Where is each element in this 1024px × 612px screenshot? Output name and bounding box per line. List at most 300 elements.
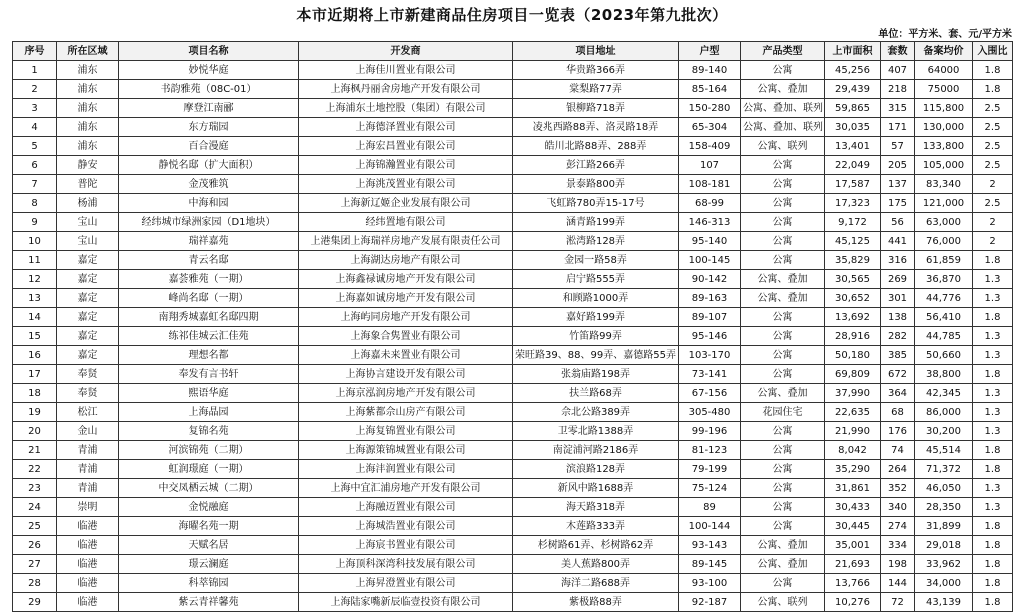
table-row <box>13 403 1013 422</box>
cell-address: 景泰路800弄 <box>513 175 679 194</box>
cell-ratio: 1.8 <box>973 251 1013 270</box>
cell-units: 144 <box>881 574 915 593</box>
cell-product-type: 公寓 <box>741 327 825 346</box>
cell-ratio: 1.3 <box>973 479 1013 498</box>
cell-area: 35,001 <box>825 536 881 555</box>
cell-avg-price: 45,514 <box>915 441 973 460</box>
cell-unit-type: 89-163 <box>679 289 741 308</box>
cell-seq: 11 <box>13 251 57 270</box>
cell-ratio: 2.5 <box>973 99 1013 118</box>
cell-developer: 上海陆家嘴新辰临壹投资有限公司 <box>299 593 513 612</box>
cell-area: 59,865 <box>825 99 881 118</box>
cell-ratio: 2.5 <box>973 194 1013 213</box>
cell-seq: 10 <box>13 232 57 251</box>
cell-ratio: 1.3 <box>973 498 1013 517</box>
cell-project-name: 百合漫庭 <box>119 137 299 156</box>
cell-area: 17,323 <box>825 194 881 213</box>
cell-unit-type: 146-313 <box>679 213 741 232</box>
cell-address: 紫极路88弄 <box>513 593 679 612</box>
cell-developer: 上海顶科深湾科技发展有限公司 <box>299 555 513 574</box>
cell-seq: 14 <box>13 308 57 327</box>
cell-unit-type: 95-140 <box>679 232 741 251</box>
cell-district: 金山 <box>57 422 119 441</box>
cell-product-type: 公寓 <box>741 194 825 213</box>
cell-ratio: 1.8 <box>973 308 1013 327</box>
cell-avg-price: 86,000 <box>915 403 973 422</box>
cell-avg-price: 76,000 <box>915 232 973 251</box>
cell-unit-type: 89-140 <box>679 61 741 80</box>
cell-seq: 5 <box>13 137 57 156</box>
cell-address: 凌兆西路88弄、洛灵路18弄 <box>513 118 679 137</box>
cell-project-name: 科萃锦园 <box>119 574 299 593</box>
cell-product-type: 公寓 <box>741 574 825 593</box>
cell-units: 137 <box>881 175 915 194</box>
cell-avg-price: 29,018 <box>915 536 973 555</box>
cell-units: 441 <box>881 232 915 251</box>
cell-avg-price: 38,800 <box>915 365 973 384</box>
table-row <box>13 80 1013 99</box>
cell-avg-price: 50,660 <box>915 346 973 365</box>
cell-project-name: 中交凤栖云城（二期） <box>119 479 299 498</box>
cell-units: 74 <box>881 441 915 460</box>
cell-seq: 12 <box>13 270 57 289</box>
cell-units: 274 <box>881 517 915 536</box>
cell-district: 嘉定 <box>57 308 119 327</box>
cell-district: 松江 <box>57 403 119 422</box>
cell-unit-type: 85-164 <box>679 80 741 99</box>
cell-units: 385 <box>881 346 915 365</box>
cell-project-name: 峰尚名邸（一期） <box>119 289 299 308</box>
cell-product-type: 公寓 <box>741 308 825 327</box>
table-row <box>13 593 1013 612</box>
table-row <box>13 175 1013 194</box>
cell-avg-price: 130,000 <box>915 118 973 137</box>
cell-area: 35,290 <box>825 460 881 479</box>
cell-avg-price: 64000 <box>915 61 973 80</box>
cell-project-name: 奉发有言书轩 <box>119 365 299 384</box>
table-row <box>13 213 1013 232</box>
cell-developer: 上海浦东土地控股（集团）有限公司 <box>299 99 513 118</box>
cell-developer: 上海城浩置业有限公司 <box>299 517 513 536</box>
cell-seq: 9 <box>13 213 57 232</box>
cell-avg-price: 33,962 <box>915 555 973 574</box>
cell-seq: 21 <box>13 441 57 460</box>
table-row <box>13 194 1013 213</box>
cell-unit-type: 100-145 <box>679 251 741 270</box>
cell-ratio: 2.5 <box>973 137 1013 156</box>
cell-unit-type: 67-156 <box>679 384 741 403</box>
cell-project-name: 中海和园 <box>119 194 299 213</box>
cell-area: 37,990 <box>825 384 881 403</box>
cell-developer: 上海佳川置业有限公司 <box>299 61 513 80</box>
cell-address: 皓川北路88弄、288弄 <box>513 137 679 156</box>
cell-seq: 26 <box>13 536 57 555</box>
cell-developer: 上港集团上海瑞祥房地产发展有限责任公司 <box>299 232 513 251</box>
cell-units: 68 <box>881 403 915 422</box>
cell-avg-price: 63,000 <box>915 213 973 232</box>
cell-units: 175 <box>881 194 915 213</box>
cell-units: 57 <box>881 137 915 156</box>
cell-ratio: 1.8 <box>973 61 1013 80</box>
cell-district: 崇明 <box>57 498 119 517</box>
cell-units: 56 <box>881 213 915 232</box>
cell-area: 30,652 <box>825 289 881 308</box>
cell-avg-price: 34,000 <box>915 574 973 593</box>
cell-ratio: 1.3 <box>973 289 1013 308</box>
cell-address: 滨浪路128弄 <box>513 460 679 479</box>
cell-units: 264 <box>881 460 915 479</box>
cell-seq: 28 <box>13 574 57 593</box>
cell-unit-type: 107 <box>679 156 741 175</box>
table-row <box>13 422 1013 441</box>
cell-unit-type: 150-280 <box>679 99 741 118</box>
cell-address: 棠梨路77弄 <box>513 80 679 99</box>
cell-area: 8,042 <box>825 441 881 460</box>
cell-ratio: 1.8 <box>973 593 1013 612</box>
cell-units: 282 <box>881 327 915 346</box>
cell-seq: 25 <box>13 517 57 536</box>
cell-area: 29,439 <box>825 80 881 99</box>
cell-developer: 上海嘉如诚房地产开发有限公司 <box>299 289 513 308</box>
cell-product-type: 公寓、叠加、联列 <box>741 118 825 137</box>
cell-avg-price: 30,200 <box>915 422 973 441</box>
cell-area: 45,125 <box>825 232 881 251</box>
cell-area: 21,990 <box>825 422 881 441</box>
cell-address: 佘北公路389弄 <box>513 403 679 422</box>
table-row <box>13 118 1013 137</box>
cell-district: 奉贤 <box>57 384 119 403</box>
cell-seq: 6 <box>13 156 57 175</box>
column-header-avg-price: 备案均价 <box>915 42 973 61</box>
table-row <box>13 555 1013 574</box>
page-title: 本市近期将上市新建商品住房项目一览表（2023年第九批次） <box>296 6 728 24</box>
cell-avg-price: 44,776 <box>915 289 973 308</box>
cell-unit-type: 81-123 <box>679 441 741 460</box>
cell-address: 扶兰路68弄 <box>513 384 679 403</box>
cell-avg-price: 83,340 <box>915 175 973 194</box>
column-header-developer: 开发商 <box>299 42 513 61</box>
cell-district: 静安 <box>57 156 119 175</box>
cell-ratio: 2.5 <box>973 118 1013 137</box>
cell-project-name: 经纬城市绿洲家园（D1地块） <box>119 213 299 232</box>
table-row <box>13 99 1013 118</box>
cell-project-name: 练祁佳城云汇佳苑 <box>119 327 299 346</box>
cell-units: 407 <box>881 61 915 80</box>
cell-product-type: 公寓 <box>741 61 825 80</box>
cell-units: 334 <box>881 536 915 555</box>
cell-avg-price: 28,350 <box>915 498 973 517</box>
cell-units: 138 <box>881 308 915 327</box>
cell-area: 50,180 <box>825 346 881 365</box>
cell-district: 青浦 <box>57 479 119 498</box>
cell-seq: 2 <box>13 80 57 99</box>
cell-project-name: 金悦融庭 <box>119 498 299 517</box>
cell-address: 竹笛路99弄 <box>513 327 679 346</box>
cell-ratio: 1.8 <box>973 555 1013 574</box>
cell-project-name: 青云名邸 <box>119 251 299 270</box>
cell-product-type: 公寓 <box>741 479 825 498</box>
cell-area: 9,172 <box>825 213 881 232</box>
cell-ratio: 1.3 <box>973 403 1013 422</box>
cell-avg-price: 71,372 <box>915 460 973 479</box>
cell-district: 临港 <box>57 593 119 612</box>
cell-unit-type: 108-181 <box>679 175 741 194</box>
cell-product-type: 公寓、联列 <box>741 137 825 156</box>
table-row <box>13 156 1013 175</box>
cell-area: 69,809 <box>825 365 881 384</box>
cell-product-type: 公寓、叠加 <box>741 289 825 308</box>
cell-area: 30,565 <box>825 270 881 289</box>
cell-area: 28,916 <box>825 327 881 346</box>
cell-ratio: 1.8 <box>973 441 1013 460</box>
cell-district: 嘉定 <box>57 289 119 308</box>
table-row <box>13 308 1013 327</box>
cell-product-type: 公寓 <box>741 175 825 194</box>
cell-address: 彭江路266弄 <box>513 156 679 175</box>
cell-ratio: 2 <box>973 175 1013 194</box>
cell-ratio: 2 <box>973 232 1013 251</box>
cell-area: 45,256 <box>825 61 881 80</box>
cell-units: 218 <box>881 80 915 99</box>
cell-address: 木莲路333弄 <box>513 517 679 536</box>
cell-address: 南淀浦河路2186弄 <box>513 441 679 460</box>
cell-ratio: 1.3 <box>973 384 1013 403</box>
cell-seq: 4 <box>13 118 57 137</box>
column-header-product-type: 产品类型 <box>741 42 825 61</box>
cell-units: 198 <box>881 555 915 574</box>
cell-units: 205 <box>881 156 915 175</box>
cell-ratio: 2 <box>973 213 1013 232</box>
cell-units: 72 <box>881 593 915 612</box>
cell-unit-type: 99-196 <box>679 422 741 441</box>
cell-district: 浦东 <box>57 118 119 137</box>
cell-developer: 上海象合隽置业有限公司 <box>299 327 513 346</box>
column-header-address: 项目地址 <box>513 42 679 61</box>
cell-unit-type: 92-187 <box>679 593 741 612</box>
column-header-project-name: 项目名称 <box>119 42 299 61</box>
cell-district: 浦东 <box>57 137 119 156</box>
table-row <box>13 384 1013 403</box>
cell-area: 13,766 <box>825 574 881 593</box>
cell-ratio: 1.8 <box>973 365 1013 384</box>
cell-district: 嘉定 <box>57 327 119 346</box>
cell-unit-type: 103-170 <box>679 346 741 365</box>
cell-address: 海天路318弄 <box>513 498 679 517</box>
cell-product-type: 公寓 <box>741 365 825 384</box>
cell-avg-price: 61,859 <box>915 251 973 270</box>
cell-product-type: 公寓、叠加 <box>741 270 825 289</box>
table-row <box>13 574 1013 593</box>
cell-district: 浦东 <box>57 61 119 80</box>
cell-units: 364 <box>881 384 915 403</box>
cell-product-type: 公寓、叠加 <box>741 536 825 555</box>
cell-address: 淞湾路128弄 <box>513 232 679 251</box>
housing-table <box>12 41 1013 612</box>
table-row <box>13 517 1013 536</box>
cell-project-name: 静悦名邸（扩大面积） <box>119 156 299 175</box>
cell-developer: 上海德泽置业有限公司 <box>299 118 513 137</box>
cell-product-type: 公寓、叠加 <box>741 555 825 574</box>
cell-project-name: 书韵雅苑（08C-01） <box>119 80 299 99</box>
cell-district: 奉贤 <box>57 365 119 384</box>
cell-product-type: 公寓、叠加、联列 <box>741 99 825 118</box>
cell-developer: 上海枫丹丽舍房地产开发有限公司 <box>299 80 513 99</box>
cell-avg-price: 43,139 <box>915 593 973 612</box>
cell-project-name: 复锦名苑 <box>119 422 299 441</box>
cell-district: 宝山 <box>57 213 119 232</box>
cell-product-type: 公寓、联列 <box>741 593 825 612</box>
cell-area: 22,049 <box>825 156 881 175</box>
cell-unit-type: 73-141 <box>679 365 741 384</box>
cell-district: 杨浦 <box>57 194 119 213</box>
table-header-row <box>13 42 1013 61</box>
cell-seq: 17 <box>13 365 57 384</box>
cell-avg-price: 115,800 <box>915 99 973 118</box>
column-header-units: 套数 <box>881 42 915 61</box>
cell-unit-type: 89-145 <box>679 555 741 574</box>
cell-project-name: 嘉荟雅苑（一期） <box>119 270 299 289</box>
cell-unit-type: 89-107 <box>679 308 741 327</box>
cell-district: 浦东 <box>57 80 119 99</box>
cell-district: 临港 <box>57 574 119 593</box>
cell-ratio: 2.5 <box>973 156 1013 175</box>
cell-project-name: 瑞祥嘉苑 <box>119 232 299 251</box>
cell-product-type: 公寓、叠加 <box>741 80 825 99</box>
cell-area: 22,635 <box>825 403 881 422</box>
cell-area: 30,445 <box>825 517 881 536</box>
cell-developer: 上海宸书置业有限公司 <box>299 536 513 555</box>
cell-unit-type: 158-409 <box>679 137 741 156</box>
cell-address: 新风中路1688弄 <box>513 479 679 498</box>
cell-product-type: 公寓 <box>741 498 825 517</box>
cell-unit-type: 65-304 <box>679 118 741 137</box>
cell-address: 美人蕉路800弄 <box>513 555 679 574</box>
cell-district: 宝山 <box>57 232 119 251</box>
table-row <box>13 251 1013 270</box>
cell-seq: 20 <box>13 422 57 441</box>
cell-address: 卫零北路1388弄 <box>513 422 679 441</box>
cell-units: 352 <box>881 479 915 498</box>
cell-avg-price: 31,899 <box>915 517 973 536</box>
cell-product-type: 公寓 <box>741 156 825 175</box>
cell-project-name: 紫云青祥馨苑 <box>119 593 299 612</box>
cell-address: 杉树路61弄、杉树路62弄 <box>513 536 679 555</box>
cell-ratio: 1.3 <box>973 270 1013 289</box>
cell-project-name: 虹润璟庭（一期） <box>119 460 299 479</box>
cell-product-type: 公寓、叠加 <box>741 384 825 403</box>
cell-units: 672 <box>881 365 915 384</box>
table-body <box>13 61 1013 612</box>
cell-project-name: 天赋名居 <box>119 536 299 555</box>
cell-developer: 上海鑫禄诚房地产开发有限公司 <box>299 270 513 289</box>
cell-area: 30,433 <box>825 498 881 517</box>
table-row <box>13 270 1013 289</box>
cell-seq: 22 <box>13 460 57 479</box>
cell-unit-type: 100-144 <box>679 517 741 536</box>
column-header-area: 上市面积 <box>825 42 881 61</box>
cell-area: 35,829 <box>825 251 881 270</box>
cell-avg-price: 75000 <box>915 80 973 99</box>
cell-avg-price: 133,800 <box>915 137 973 156</box>
table-row <box>13 289 1013 308</box>
cell-address: 飞虹路780弄15-17号 <box>513 194 679 213</box>
table-row <box>13 460 1013 479</box>
table-row <box>13 498 1013 517</box>
cell-product-type: 公寓 <box>741 517 825 536</box>
cell-unit-type: 95-146 <box>679 327 741 346</box>
table-row <box>13 137 1013 156</box>
table-row <box>13 327 1013 346</box>
cell-seq: 27 <box>13 555 57 574</box>
cell-area: 13,401 <box>825 137 881 156</box>
cell-developer: 经纬置地有限公司 <box>299 213 513 232</box>
cell-address: 嘉好路199弄 <box>513 308 679 327</box>
cell-project-name: 熙语华庭 <box>119 384 299 403</box>
cell-developer: 上海融迈置业有限公司 <box>299 498 513 517</box>
cell-developer: 上海屿同房地产开发有限公司 <box>299 308 513 327</box>
cell-ratio: 1.8 <box>973 574 1013 593</box>
cell-seq: 23 <box>13 479 57 498</box>
cell-developer: 上海源策锦城置业有限公司 <box>299 441 513 460</box>
cell-avg-price: 42,345 <box>915 384 973 403</box>
cell-avg-price: 36,870 <box>915 270 973 289</box>
cell-project-name: 海曜名苑一期 <box>119 517 299 536</box>
cell-seq: 8 <box>13 194 57 213</box>
cell-product-type: 公寓 <box>741 422 825 441</box>
cell-units: 340 <box>881 498 915 517</box>
cell-ratio: 1.8 <box>973 536 1013 555</box>
cell-seq: 7 <box>13 175 57 194</box>
cell-unit-type: 79-199 <box>679 460 741 479</box>
cell-district: 嘉定 <box>57 251 119 270</box>
cell-ratio: 1.3 <box>973 422 1013 441</box>
cell-seq: 19 <box>13 403 57 422</box>
cell-seq: 18 <box>13 384 57 403</box>
cell-product-type: 公寓 <box>741 460 825 479</box>
cell-project-name: 上海晶园 <box>119 403 299 422</box>
cell-address: 华贵路366弄 <box>513 61 679 80</box>
cell-seq: 3 <box>13 99 57 118</box>
cell-avg-price: 56,410 <box>915 308 973 327</box>
cell-developer: 上海复锦置业有限公司 <box>299 422 513 441</box>
cell-developer: 上海湖达房地产有限公司 <box>299 251 513 270</box>
cell-avg-price: 121,000 <box>915 194 973 213</box>
cell-project-name: 南翔秀城嘉虹名邸四期 <box>119 308 299 327</box>
cell-project-name: 东方瑞园 <box>119 118 299 137</box>
table-row <box>13 61 1013 80</box>
cell-district: 嘉定 <box>57 346 119 365</box>
cell-unit-type: 68-99 <box>679 194 741 213</box>
cell-address: 荣旺路39、88、99弄、嘉德路55弄 <box>513 346 679 365</box>
column-header-ratio: 入围比 <box>973 42 1013 61</box>
cell-unit-type: 90-142 <box>679 270 741 289</box>
cell-project-name: 金茂雅筑 <box>119 175 299 194</box>
cell-area: 21,693 <box>825 555 881 574</box>
column-header-unit-type: 户型 <box>679 42 741 61</box>
cell-project-name: 摩登江南郦 <box>119 99 299 118</box>
cell-seq: 29 <box>13 593 57 612</box>
table-row <box>13 479 1013 498</box>
cell-district: 青浦 <box>57 460 119 479</box>
cell-district: 临港 <box>57 536 119 555</box>
cell-unit-type: 305-480 <box>679 403 741 422</box>
table-row <box>13 346 1013 365</box>
cell-district: 浦东 <box>57 99 119 118</box>
cell-developer: 上海京泓润房地产开发有限公司 <box>299 384 513 403</box>
table-row <box>13 232 1013 251</box>
cell-seq: 24 <box>13 498 57 517</box>
cell-ratio: 1.8 <box>973 80 1013 99</box>
